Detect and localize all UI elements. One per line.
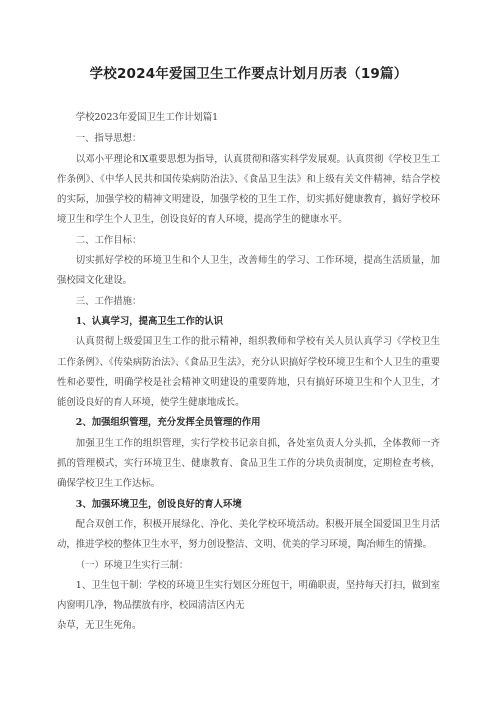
- section-heading: 一、指导思想：: [75, 133, 142, 145]
- subsection-heading: （一）环境卫生实行三制：: [75, 559, 189, 571]
- document-title: 学校2024年爱国卫生工作要点计划月历表（19篇）: [89, 66, 408, 82]
- section-heading: 二、工作目标：: [75, 234, 142, 246]
- section-heading: 三、工作措施：: [75, 295, 142, 307]
- document-body: [57, 108, 440, 637]
- measure-item: 2、加强组织管理，充分发挥全员管理的作用: [75, 417, 261, 429]
- paragraph-continuation: 杂草，无卫生死角。: [57, 620, 142, 632]
- paragraph: 加强卫生工作的组织管理，实行学校书记亲自抓，各处室负责人分头抓，全体教师一齐抓的管理模式，实行环境卫生、健康教育、食品卫生工作的分块负责制度，定期检查考核，确保学校卫生工作达标。: [57, 437, 440, 490]
- measure-item: 1、认真学习，提高卫生工作的认识: [75, 315, 223, 327]
- paragraph: 配合双创工作，积极开展绿化、净化、美化学校环境活动。积极开展全国爱国卫生月活动，推进学校的整体卫生水平，努力创设整洁、文明、优美的学习环境，陶冶师生的情操。: [57, 518, 440, 551]
- measure-item: 3、加强环境卫生，创设良好的育人环境: [75, 498, 242, 510]
- paragraph: 以邓小平理论和X重要思想为指导，认真贯彻和落实科学发展观。认真贯彻《学校卫生工作条例》、《中华人民共和国传染病防治法》、《食品卫生法》和上级有关文件精神，结合学校的实际，加强学校的精神文明建设，加强学校的卫生工作，切实抓好健康教育，搞好学校环境卫生和学生个人卫生，创设良好的育人环境，提高学生的健康水平。: [57, 153, 440, 226]
- paragraph: 切实抓好学校的环境卫生和个人卫生，改善师生的学习、工作环境，提高生活质量，加强校园文化建设。: [57, 255, 440, 287]
- paragraph: 认真贯彻上级爱国卫生工作的批示精神，组织教师和学校有关人员认真学习《学校卫生工作条例》、《传染病防治法》、《食品卫生法》，充分认识搞好学校环境卫生和个人卫生的重要性和必要性，明确学校是社会精神文明建设的重要阵地，只有搞好环境卫生和个人卫生，才能创设良好的育人环境，使学生健康地成长。: [57, 336, 440, 409]
- paragraph: 1、卫生包干制：学校的环境卫生实行划区分班包干，明确职责，坚持每天打扫，做到室内窗明几净，物品摆放有序，校园清洁区内无: [57, 579, 440, 612]
- document-subtitle: 学校2023年爱国卫生工作计划篇1: [75, 112, 219, 123]
